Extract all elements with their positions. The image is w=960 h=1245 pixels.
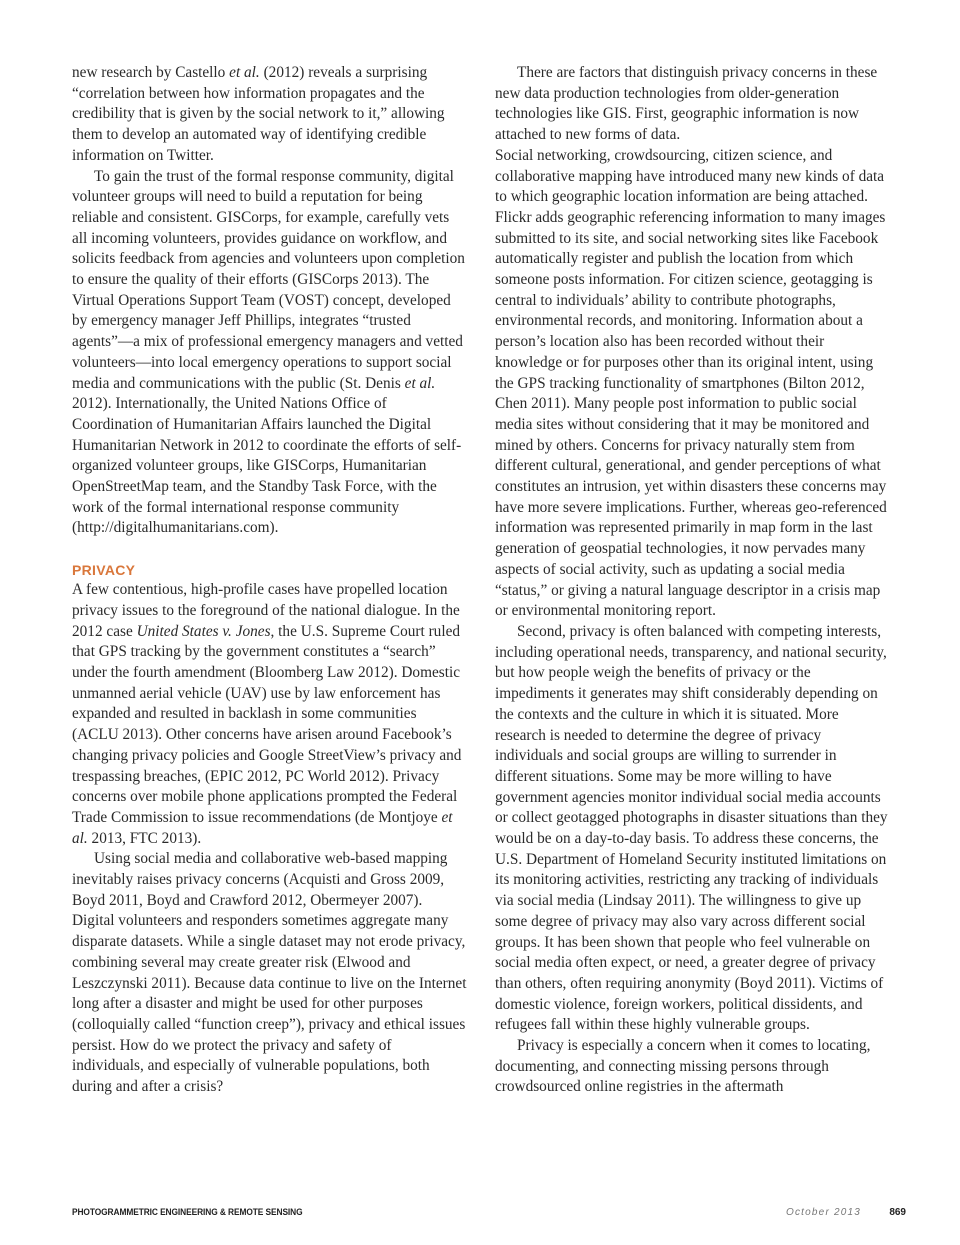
page-number: 869: [889, 1207, 906, 1218]
right-paragraph-2: Social networking, crowdsourcing, citizen science, and collaborative mapping have introduced many new kinds of data to which geographic location information are being attached. Flickr adds geographic referencing information to many images submitted to its site, and social networking sites like Facebook automatically register and publish the location from which someone posts information. For citizen science, geotagging is central to individuals’ ability to contribute photographs, environmental records, and monitoring. Information about a person’s location also has been recorded without their knowledge or for purposes other than its original intent, using the GPS tracking functionality of smartphones (Bilton 2012, Chen 2011). Many people post information to public social media sites without considering that it may be monitored and mined by others. Concerns for privacy naturally stem from different cultural, generational, and gender perceptions of what constitutes an intrusion, yet within disasters these concerns may have more severe implications. Further, whereas geo-referenced information was represented primarily in map form in the last generation of geospatial technologies, it now pervades many aspects of social activity, such as updating a social media “status,” or giving a natural language descriptor in a crisis map or environmental monitoring report.: [495, 146, 887, 620]
left-paragraph-3: [72, 580, 467, 849]
text-run: A few contentious, high-profile cases have propelled location privacy issues to the foreground of the national dialogue. In the 2012 case: [72, 581, 460, 640]
text-run: 2013, FTC 2013).: [87, 829, 202, 847]
italic-run: et al.: [404, 374, 436, 392]
left-paragraph-1: [72, 63, 467, 167]
section-heading-privacy: PRIVACY: [72, 562, 136, 579]
text-run: To gain the trust of the formal response community, digital volunteer groups will need to build a reputation for being reliable and consistent. GISCorps, for example, carefully vets all incoming volunteers, provides guidance on workflow, and solicits feedback from agencies and volunteers upon completion to ensure the quality of their efforts (GISCorps 2013). The Virtual Operations Support Team (VOST) concept, developed by emergency manager Jeff Phillips, integrates “trusted agents”—a mix of professional emergency managers and vetted volunteers—into local emergency operations to support social media and communications with the public (St. Denis: [72, 167, 465, 392]
issue-date: October 2013: [786, 1207, 861, 1218]
right-paragraph-4: Privacy is especially a concern when it comes to locating, documenting, and connecting missing persons through crowdsourced online registries in the aftermath: [495, 1037, 871, 1096]
page-footer: [72, 1207, 906, 1221]
italic-run: et al.: [72, 808, 453, 847]
right-paragraph-1: There are factors that distinguish privacy concerns in these new data production technologies from older-generation technologies like GIS. First, geographic information is now attached to new forms of data.: [495, 64, 878, 144]
right-paragraph-3: Second, privacy is often balanced with competing interests, including operational needs, transparency, and national security, but how people weigh the benefits of privacy or the impediments it generates may shift considerably depending on the contexts and the culture in which it is situated. More research is needed to determine the degree of privacy individuals and social groups are willing to surrender in different situations. Some may be more willing to have government agencies monitor individual social media accounts or collect geotagged photographs in disaster situations than they would be on a day-to-day basis. To address these concerns, the U.S. Department of Homeland Security instituted limitations on its monitoring activities, restricting any tracking of individuals via social media (Lindsay 2011). The willingness to give up some degree of privacy may also vary across different social groups. It has been shown that people who feel vulnerable on social media often expect, or need, a greater degree of privacy than others, often requiring anonymity (Boyd 2011). Victims of domestic violence, foreign workers, political dissidents, and refugees fall within these highly vulnerable groups.: [495, 622, 888, 1034]
text-run: , the U.S. Supreme Court ruled that GPS tracking by the government constitutes a “search” under the fourth amendment (Bloomberg Law 2012). Domestic unmanned aerial vehicle (UAV) use by law enforcement has expanded and resulted in backlash in some communities (ACLU 2013). Other concerns have arisen around Facebook’s changing privacy policies and Google StreetView’s privacy and trespassing breaches, (EPIC 2012, PC World 2012). Privacy concerns over mobile phone applications prompted the Federal Trade Commission to issue recommendations (de Montjoye: [72, 622, 462, 826]
italic-run: et al.: [229, 64, 260, 81]
text-run: 2012). Internationally, the United Nations Office of Coordination of Humanitarian Affairs launched the Digital Humanitarian Network in 2012 to coordinate the efforts of self-organized volunteer groups, like GISCorps, Humanitarian OpenStreetMap team, and the Standby Task Force, with the work of the formal international response community (http://digitalhumanitarians.com).: [72, 395, 462, 537]
text-run: new research by Castello: [72, 64, 230, 81]
italic-run: United States v. Jones: [136, 622, 271, 640]
left-column: [72, 63, 467, 1098]
left-paragraph-4: Using social media and collaborative web-based mapping inevitably raises privacy concerns (Acquisti and Gross 2009, Boyd 2011, Boyd and Crawford 2012, Obermeyer 2007). Digital volunteers and responders sometimes aggregate many disparate datasets. While a single dataset may not erode privacy, combining several may create greater risk (Elwood and Leszczynski 2011). Because data continue to live on the Internet long after a disaster and might be used for other purposes (colloquially called “function creep”), privacy and ethical issues persist. How do we protect the privacy and safety of individuals, and especially of vulnerable populations, both during and after a crisis?: [72, 850, 467, 1096]
journal-name: PHOTOGRAMMETRIC ENGINEERING & REMOTE SENSING: [72, 1207, 303, 1218]
right-column: [495, 63, 890, 1098]
text-run: (2012) reveals a surprising “correlation between how information propagates and the credibility that is given by the social network to it,” allowing them to develop an automated way of identifying credible information on Twitter.: [72, 64, 445, 164]
left-paragraph-2: [72, 167, 467, 540]
